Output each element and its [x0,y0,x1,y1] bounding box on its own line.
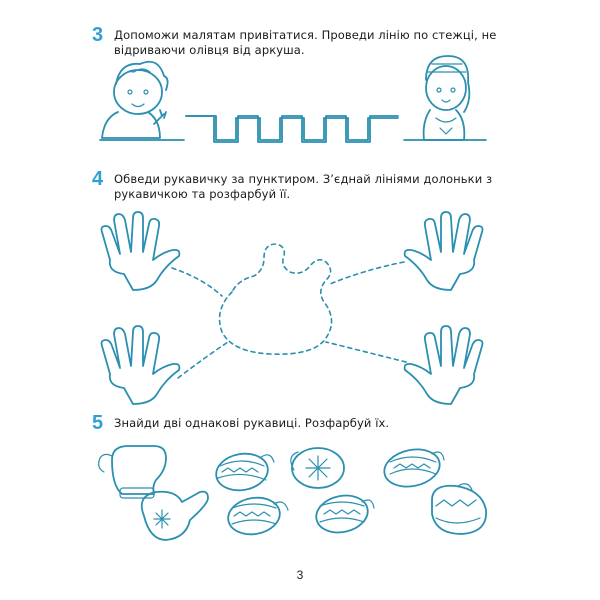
task-instruction: Знайди дві однакові рукавиці. Розфарбуй їх. [114,416,390,430]
maze-path-top[interactable] [186,116,398,142]
task-number: 4 [92,168,104,190]
mitten-8[interactable] [432,484,486,534]
mitten-6[interactable] [225,494,288,538]
hand-bottom-left[interactable] [102,326,180,404]
hand-top-right[interactable] [405,212,483,290]
mitten-7[interactable] [313,491,374,537]
girl-illustration [404,56,486,140]
connector-bottom-right[interactable] [326,342,406,362]
task-instruction: Обведи рукавичку за пунктиром. З’єднай лініями долоньки з рукавичкою та розфарбуй її. [114,172,493,201]
task-5 [92,412,508,434]
mitten-4[interactable] [381,445,444,492]
task-number: 5 [92,412,104,434]
mitten-3[interactable] [291,448,344,488]
connector-top-left[interactable] [172,268,222,296]
page-number: 3 [296,568,304,582]
hand-top-left[interactable] [102,212,180,290]
mitten-5[interactable] [142,492,208,540]
task-number: 3 [92,24,104,46]
boy-illustration [100,62,184,140]
task-4 [92,168,508,202]
mitten-2[interactable] [213,450,274,494]
connector-top-right[interactable] [330,262,404,284]
connector-bottom-left[interactable] [178,342,228,378]
mitten-1[interactable] [99,446,166,498]
task-instruction: Допоможи малятам привітатися. Проведи лінію по стежці, не відриваючи олівця від аркуша. [114,28,497,57]
maze-path-bottom[interactable] [186,116,398,140]
hand-bottom-right[interactable] [405,326,483,404]
dotted-mitten[interactable] [220,244,332,354]
